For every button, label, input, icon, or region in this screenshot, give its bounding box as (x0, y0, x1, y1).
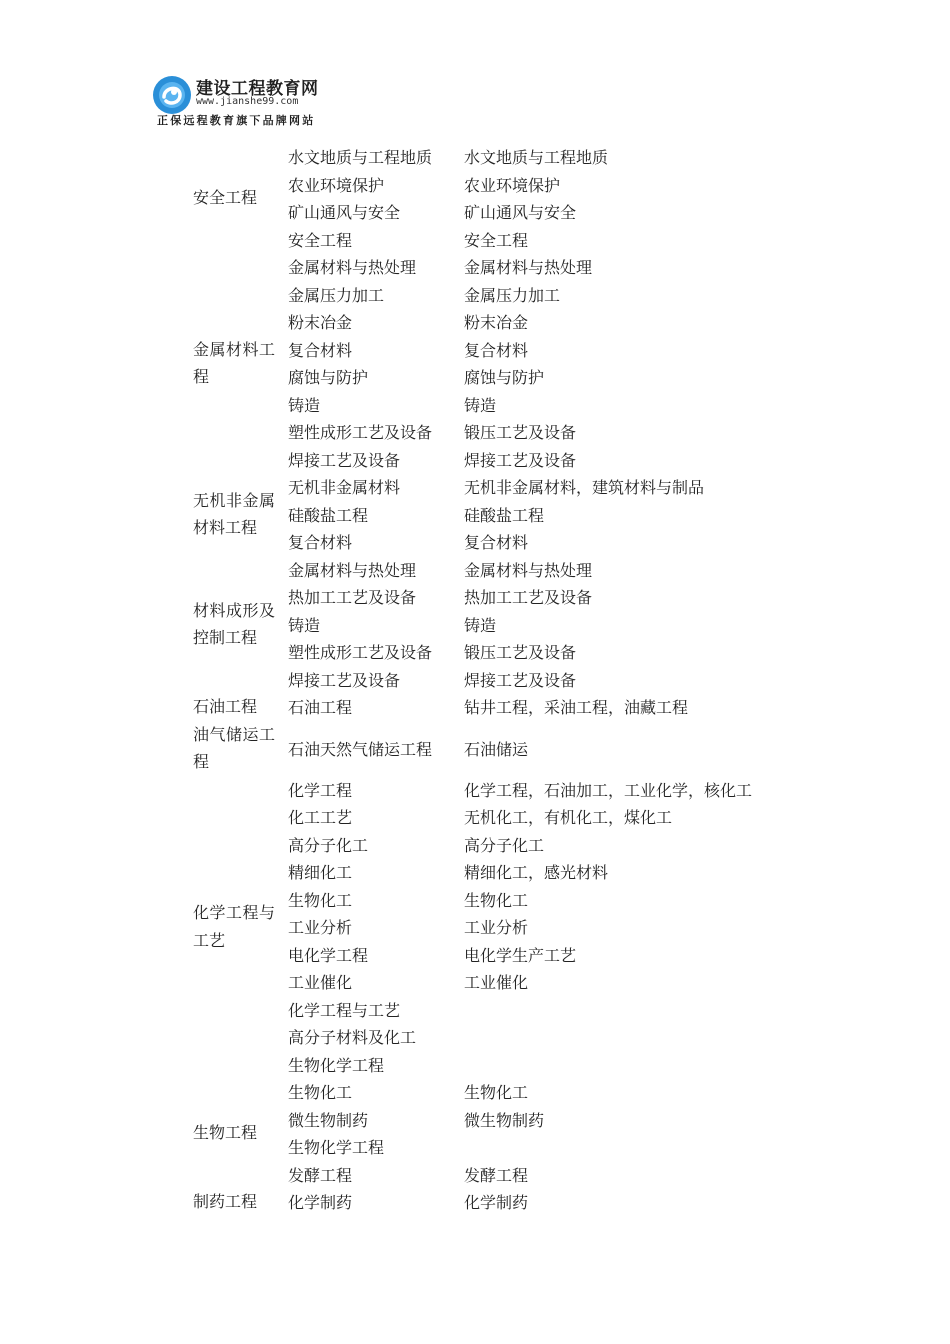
table-row (288, 226, 794, 254)
table-group (193, 721, 794, 776)
former-major-cell: 化学制药 (464, 1193, 529, 1213)
table-row (288, 1023, 794, 1051)
table-row (288, 803, 794, 831)
category-label: 制药工程 (193, 1192, 258, 1211)
former-major-cell: 工业催化 (464, 973, 529, 993)
table-row (288, 776, 794, 804)
current-major-cell: 发酵工程 (288, 1165, 353, 1185)
current-major-cell: 金属材料与热处理 (288, 560, 417, 580)
category-label: 生物工程 (193, 1123, 258, 1143)
current-major-cell: 高分子化工 (288, 835, 369, 855)
current-major-cell: 热加工工艺及设备 (288, 588, 417, 608)
current-major-cell: 生物化学工程 (288, 1055, 385, 1075)
current-major-cell: 铸造 (288, 395, 321, 415)
table-row (288, 281, 794, 309)
current-major-cell: 复合材料 (288, 533, 353, 553)
current-major-cell: 塑性成形工艺及设备 (288, 423, 433, 443)
category-label: 材料成形及控制工程 (193, 600, 275, 648)
current-major-cell: 电化学工程 (288, 945, 369, 965)
table-row (288, 528, 794, 556)
former-major-cell: 复合材料 (464, 533, 529, 553)
category-label: 化学工程与工艺 (193, 903, 275, 950)
current-major-cell: 金属压力加工 (288, 285, 385, 305)
former-major-cell: 微生物制药 (464, 1110, 545, 1130)
current-major-cell: 复合材料 (288, 340, 353, 360)
category-cell (193, 693, 288, 721)
former-major-cell: 工业分析 (464, 918, 529, 938)
former-major-cell: 热加工工艺及设备 (464, 588, 593, 608)
table-row (288, 363, 794, 391)
former-major-cell: 焊接工艺及设备 (464, 450, 577, 470)
current-major-cell: 塑性成形工艺及设备 (288, 643, 433, 663)
table-row (288, 336, 794, 364)
table-row (288, 721, 794, 776)
current-major-cell: 金属材料与热处理 (288, 258, 417, 278)
table-row (288, 693, 794, 721)
former-major-cell: 铸造 (464, 395, 497, 415)
logo-swirl-icon (152, 75, 192, 115)
table-row (288, 858, 794, 886)
major-correspondence-table (193, 143, 794, 1216)
former-major-cell: 焊接工艺及设备 (464, 670, 577, 690)
table-row (288, 391, 794, 419)
logo-url: www.jianshe99.com (196, 96, 299, 107)
former-major-cell: 生物化工 (464, 890, 529, 910)
table-row (288, 556, 794, 584)
category-cell (193, 253, 288, 473)
category-label: 石油工程 (193, 697, 258, 716)
table-group (193, 693, 794, 721)
current-major-cell: 化工工艺 (288, 808, 353, 828)
former-major-cell: 发酵工程 (464, 1165, 529, 1185)
former-major-cell: 矿山通风与安全 (464, 203, 577, 223)
category-cell (193, 473, 288, 556)
table-row (288, 996, 794, 1024)
table-row (288, 198, 794, 226)
current-major-cell: 硅酸盐工程 (288, 505, 369, 525)
table-group (193, 473, 794, 556)
table-row (288, 253, 794, 281)
former-major-cell: 钻井工程，采油工程，油藏工程 (464, 698, 689, 718)
table-row (288, 968, 794, 996)
former-major-cell: 复合材料 (464, 340, 529, 360)
table-row (288, 1078, 794, 1106)
table-row (288, 913, 794, 941)
category-cell (193, 556, 288, 694)
current-major-cell: 生物化工 (288, 890, 353, 910)
former-major-cell: 农业环境保护 (464, 175, 561, 195)
current-major-cell: 矿山通风与安全 (288, 203, 401, 223)
table-group (193, 556, 794, 694)
category-cell (193, 1188, 288, 1216)
current-major-cell: 生物化工 (288, 1083, 353, 1103)
category-label: 油气储运工程 (193, 724, 275, 771)
current-major-cell: 化学制药 (288, 1193, 353, 1213)
current-major-cell: 农业环境保护 (288, 175, 385, 195)
table-row (288, 941, 794, 969)
category-label: 无机非金属材料工程 (193, 490, 275, 538)
former-major-cell: 高分子化工 (464, 835, 545, 855)
current-major-cell: 精细化工 (288, 863, 353, 883)
current-major-cell: 工业分析 (288, 918, 353, 938)
former-major-cell: 铸造 (464, 615, 497, 635)
category-cell (193, 776, 288, 1079)
former-major-cell: 金属材料与热处理 (464, 560, 593, 580)
former-major-cell: 石油储运 (464, 739, 529, 759)
former-major-cell: 锻压工艺及设备 (464, 423, 577, 443)
former-major-cell: 硅酸盐工程 (464, 505, 545, 525)
logo-tagline: 正保远程教育旗下品牌网站 (157, 114, 316, 127)
current-major-cell: 铸造 (288, 615, 321, 635)
table-row (288, 1161, 794, 1189)
table-row (288, 418, 794, 446)
current-major-cell: 腐蚀与防护 (288, 368, 369, 388)
current-major-cell: 化学工程 (288, 780, 353, 800)
current-major-cell: 微生物制药 (288, 1110, 369, 1130)
former-major-cell: 无机化工，有机化工，煤化工 (464, 808, 673, 828)
current-major-cell: 石油工程 (288, 698, 353, 718)
current-major-cell: 粉末冶金 (288, 313, 353, 333)
category-cell (193, 143, 288, 253)
former-major-cell: 安全工程 (464, 230, 529, 250)
former-major-cell: 无机非金属材料，建筑材料与制品 (464, 478, 705, 498)
category-label: 金属材料工程 (193, 339, 275, 386)
table-row (288, 143, 794, 171)
table-row (288, 473, 794, 501)
table-group (193, 143, 794, 253)
table-row (288, 446, 794, 474)
table-row (288, 1106, 794, 1134)
table-row (288, 1051, 794, 1079)
table-row (288, 638, 794, 666)
category-label: 安全工程 (193, 188, 258, 208)
former-major-cell: 金属压力加工 (464, 285, 561, 305)
former-major-cell: 腐蚀与防护 (464, 368, 545, 388)
logo-title: 建设工程教育网 (196, 79, 319, 99)
former-major-cell: 金属材料与热处理 (464, 258, 593, 278)
table-row (288, 501, 794, 529)
former-major-cell: 精细化工，感光材料 (464, 863, 609, 883)
table-row (288, 308, 794, 336)
current-major-cell: 生物化学工程 (288, 1138, 385, 1158)
table-row (288, 1133, 794, 1161)
current-major-cell: 化学工程与工艺 (288, 1000, 401, 1020)
table-row (288, 886, 794, 914)
former-major-cell: 水文地质与工程地质 (464, 148, 609, 168)
site-logo[interactable] (152, 72, 352, 130)
table-row (288, 611, 794, 639)
former-major-cell: 化学工程，石油加工，工业化学，核化工 (464, 780, 753, 800)
former-major-cell: 锻压工艺及设备 (464, 643, 577, 663)
category-cell (193, 721, 288, 776)
category-cell (193, 1078, 288, 1188)
table-group (193, 1078, 794, 1188)
table-row (288, 1188, 794, 1216)
current-major-cell: 安全工程 (288, 230, 353, 250)
table-row (288, 171, 794, 199)
current-major-cell: 焊接工艺及设备 (288, 670, 401, 690)
current-major-cell: 工业催化 (288, 973, 353, 993)
former-major-cell: 粉末冶金 (464, 313, 529, 333)
table-group (193, 776, 794, 1079)
table-group (193, 1188, 794, 1216)
table-row (288, 666, 794, 694)
table-row (288, 831, 794, 859)
current-major-cell: 高分子材料及化工 (288, 1028, 417, 1048)
current-major-cell: 无机非金属材料 (288, 478, 401, 498)
former-major-cell: 生物化工 (464, 1083, 529, 1103)
table-group (193, 253, 794, 473)
former-major-cell: 电化学生产工艺 (464, 945, 577, 965)
current-major-cell: 石油天然气储运工程 (288, 739, 433, 759)
current-major-cell: 水文地质与工程地质 (288, 148, 433, 168)
current-major-cell: 焊接工艺及设备 (288, 450, 401, 470)
table-row (288, 583, 794, 611)
